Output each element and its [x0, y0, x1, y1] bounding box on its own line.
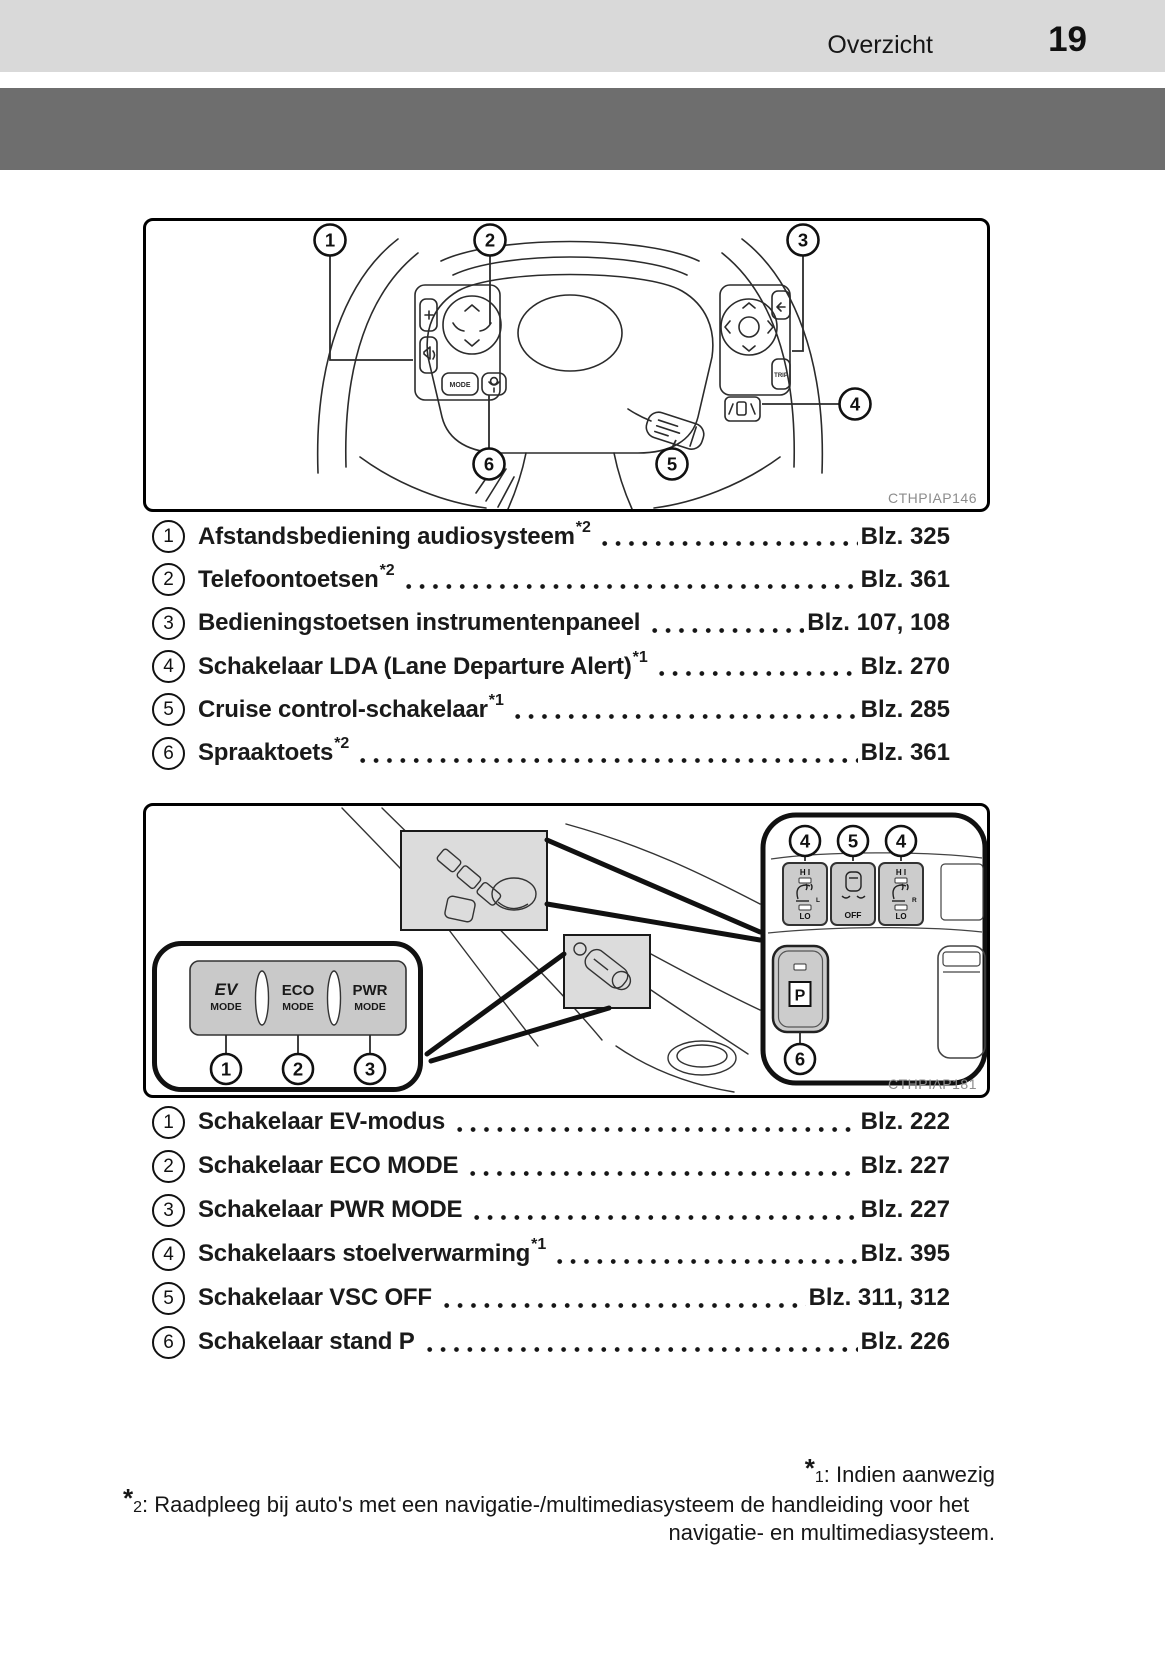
item-number-badge: 4 — [152, 1238, 185, 1271]
trip-button-label: TRIP — [774, 373, 788, 379]
item-page-ref: Blz. 361 — [860, 739, 950, 767]
seat-heater-left-switch — [783, 863, 827, 925]
callout-4: 4 — [849, 393, 861, 415]
item-page-ref: Blz. 222 — [860, 1108, 950, 1135]
svg-text:L: L — [816, 897, 820, 904]
footnote-mark: *2 — [379, 561, 395, 579]
footnote-text: navigatie- en multimediasysteem. — [668, 1520, 995, 1545]
item-page-ref: Blz. 395 — [860, 1240, 950, 1267]
list-item — [152, 688, 950, 731]
list-item — [152, 1232, 950, 1276]
figure-steering-wheel — [143, 218, 990, 512]
list-item — [152, 515, 950, 558]
item-page-ref: Blz. 227 — [860, 1196, 950, 1223]
svg-text:LO: LO — [895, 912, 907, 921]
svg-text:MODE: MODE — [354, 1001, 386, 1013]
list-item — [152, 602, 950, 645]
svg-text:OFF: OFF — [844, 910, 862, 920]
item-number-badge: 1 — [152, 520, 185, 553]
item-page-ref: Blz. 285 — [860, 695, 950, 723]
steering-wheel-diagram — [146, 221, 987, 509]
inset-shift-lever — [564, 935, 650, 1008]
svg-text:R: R — [912, 897, 917, 904]
footnote-star: * — [804, 1453, 815, 1483]
item-label: Schakelaars stoelverwarming — [198, 1240, 531, 1267]
item-number-badge: 6 — [152, 737, 185, 770]
dot-leader — [598, 541, 858, 546]
item-page-ref: Blz. 107, 108 — [807, 609, 950, 637]
callout-4-left: 4 — [799, 830, 811, 852]
list-item — [152, 1320, 950, 1364]
eco-mode-button-label: ECO — [281, 982, 315, 999]
dot-leader — [356, 758, 857, 763]
section-title: Overzicht — [827, 31, 933, 59]
item-label: Afstandsbediening audiosysteem — [198, 522, 575, 550]
callout-5: 5 — [666, 453, 678, 475]
figure-code: CTHPIAP146 — [887, 490, 977, 506]
page-header — [0, 0, 1165, 72]
footnote-mark: *1 — [632, 648, 648, 666]
item-label: Schakelaar EV-modus — [198, 1108, 445, 1135]
footnote-star: * — [123, 1483, 134, 1513]
footnote-2-line2 — [669, 1520, 995, 1546]
svg-text:MODE: MODE — [282, 1001, 314, 1013]
dot-leader — [453, 1127, 858, 1132]
item-label: Bedieningstoetsen instrumentenpaneel — [198, 609, 641, 637]
footnote-1 — [804, 1453, 995, 1489]
item-page-ref: Blz. 311, 312 — [808, 1284, 950, 1311]
dot-leader — [648, 628, 804, 633]
dot-leader — [655, 671, 858, 676]
dot-leader — [470, 1215, 857, 1220]
item-label: Schakelaar PWR MODE — [198, 1196, 463, 1223]
callout-3: 3 — [797, 229, 809, 251]
footnote-2-line1 — [123, 1483, 970, 1519]
callout-4-right: 4 — [895, 830, 907, 852]
item-number-badge: 4 — [152, 650, 185, 683]
item-page-ref: Blz. 227 — [860, 1152, 950, 1179]
callout-3: 3 — [364, 1058, 376, 1080]
svg-text:MODE: MODE — [210, 1001, 242, 1013]
item-page-ref: Blz. 226 — [860, 1328, 950, 1355]
item-label: Schakelaar VSC OFF — [198, 1284, 432, 1311]
item-page-ref: Blz. 325 — [860, 522, 950, 550]
chapter-banner — [0, 88, 1165, 170]
footnote-mark: *1 — [531, 1236, 547, 1253]
figure1-callouts — [315, 225, 871, 480]
seat-heater-right-switch — [879, 863, 923, 925]
park-switch — [773, 946, 828, 1032]
list-item — [152, 1100, 950, 1144]
legend-list-console — [152, 1100, 950, 1364]
svg-text:H I: H I — [895, 868, 907, 877]
page-number: 19 — [1048, 20, 1087, 59]
steering-wheel-drawing — [318, 239, 823, 509]
footnote-number: 2 — [133, 1499, 143, 1516]
footnote-mark: *2 — [334, 735, 350, 753]
footnote-text: : Indien aanwezig — [823, 1462, 995, 1487]
item-label: Schakelaar ECO MODE — [198, 1152, 459, 1179]
item-page-ref: Blz. 270 — [860, 652, 950, 680]
svg-text:H I: H I — [799, 868, 811, 877]
svg-text:LO: LO — [799, 912, 811, 921]
dot-leader — [402, 584, 858, 589]
list-item — [152, 731, 950, 774]
figure-code: CTHPIAP181 — [887, 1076, 977, 1092]
item-number-badge: 5 — [152, 693, 185, 726]
pwr-mode-button-label: PWR — [352, 982, 388, 999]
item-label: Spraaktoets — [198, 739, 334, 767]
item-label: Schakelaar LDA (Lane Departure Alert) — [198, 652, 632, 680]
ev-mode-button-label: EV — [214, 980, 238, 999]
item-number-badge: 2 — [152, 1150, 185, 1183]
item-number-badge: 2 — [152, 563, 185, 596]
dot-leader — [553, 1259, 857, 1264]
callout-5: 5 — [847, 830, 859, 852]
dot-leader — [466, 1171, 857, 1176]
item-number-badge: 3 — [152, 607, 185, 640]
mode-button-label: MODE — [449, 382, 471, 389]
legend-list-steering — [152, 515, 950, 775]
dot-leader — [511, 714, 858, 719]
switch-panel-bubble — [763, 815, 985, 1083]
callout-6: 6 — [483, 453, 495, 475]
figure-console-switches — [143, 803, 990, 1098]
list-item — [152, 1188, 950, 1232]
console-diagram — [146, 806, 987, 1095]
item-label: Schakelaar stand P — [198, 1328, 415, 1355]
vsc-off-switch — [831, 863, 875, 925]
dot-leader — [423, 1347, 858, 1352]
callout-2: 2 — [484, 229, 496, 251]
list-item — [152, 1276, 950, 1320]
item-label: Cruise control-schakelaar — [198, 695, 488, 723]
list-item — [152, 1144, 950, 1188]
item-page-ref: Blz. 361 — [860, 565, 950, 593]
callout-1: 1 — [220, 1058, 232, 1080]
inset-door-panel — [401, 831, 547, 930]
item-number-badge: 1 — [152, 1106, 185, 1139]
footnote-text: : Raadpleeg bij auto's met een navigatie-/multimediasysteem de handleiding voor het — [142, 1492, 970, 1517]
footnote-mark: *1 — [488, 691, 504, 709]
callout-2: 2 — [292, 1058, 304, 1080]
item-number-badge: 6 — [152, 1326, 185, 1359]
item-label: Telefoontoetsen — [198, 565, 379, 593]
footnote-mark: *2 — [575, 518, 591, 536]
callout-1: 1 — [324, 229, 336, 251]
item-number-badge: 5 — [152, 1282, 185, 1315]
list-item — [152, 645, 950, 688]
list-item — [152, 558, 950, 601]
callout-6: 6 — [794, 1048, 806, 1070]
svg-text:P: P — [794, 987, 806, 1005]
footnote-number: 1 — [814, 1469, 824, 1486]
dot-leader — [440, 1303, 806, 1308]
item-number-badge: 3 — [152, 1194, 185, 1227]
